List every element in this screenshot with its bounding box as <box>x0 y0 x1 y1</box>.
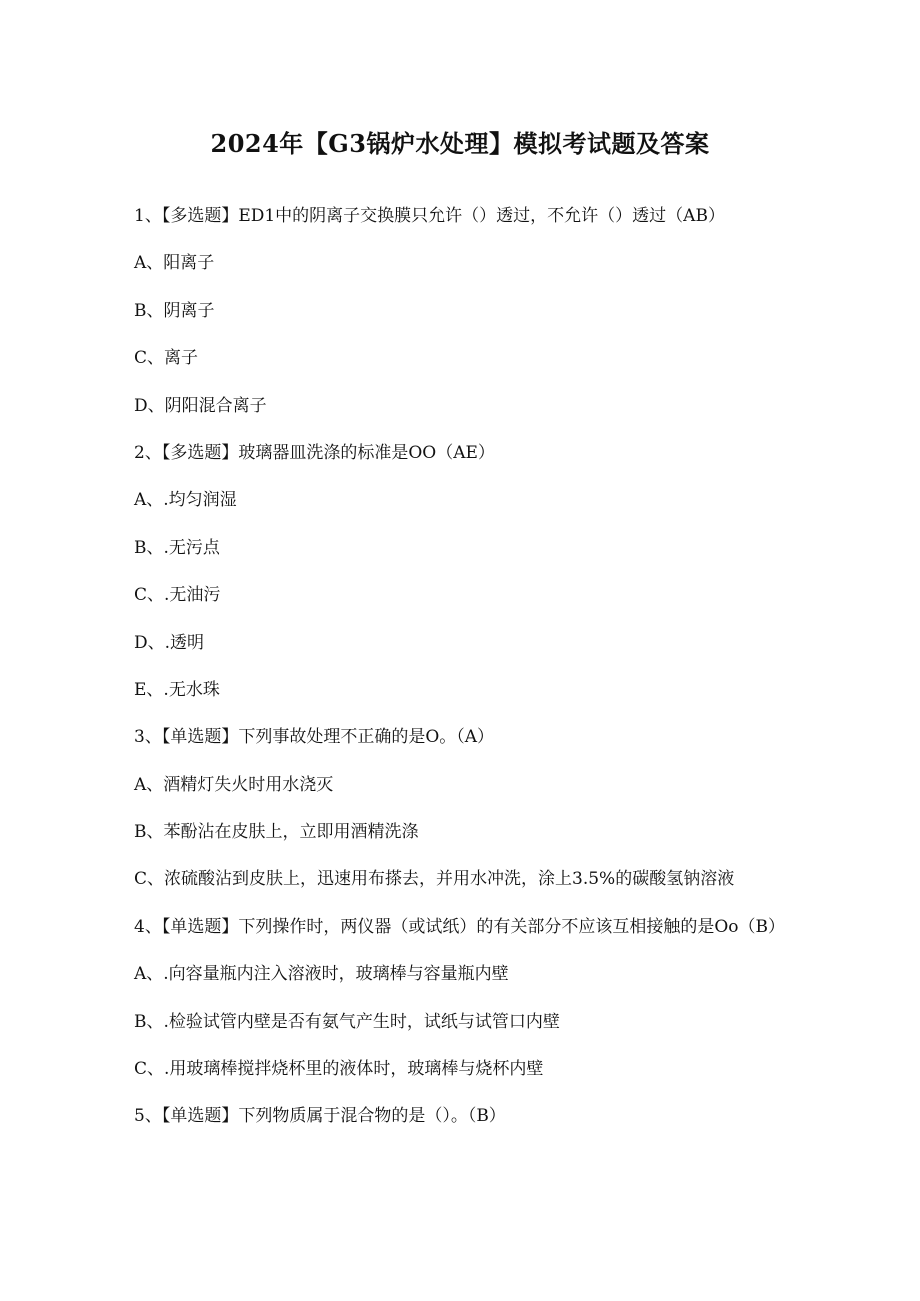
question-1-option-c: C、离子 <box>134 348 199 369</box>
question-2-option-b: B、.无污点 <box>134 537 220 558</box>
question-3-option-b: B、苯酚沾在皮肤上，立即用酒精洗涤 <box>134 822 419 843</box>
question-1-option-a: A、阳离子 <box>134 253 215 274</box>
question-1-stem: 1、【多选题】ED1中的阴离子交换膜只允许（）透过，不允许（）透过（AB） <box>134 206 725 226</box>
question-2-option-e: E、.无水珠 <box>134 679 220 700</box>
document-title: 2024年【G3锅炉水处理】模拟考试题及答案 <box>210 129 710 158</box>
question-3-stem: 3、【单选题】下列事故处理不正确的是O。（A） <box>134 727 495 748</box>
question-4-option-a: A、.向容量瓶内注入溶液时，玻璃棒与容量瓶内壁 <box>134 964 509 985</box>
question-4-option-b: B、.检验试管内壁是否有氨气产生时，试纸与试管口内壁 <box>134 1011 560 1032</box>
question-5-stem: 5、【单选题】下列物质属于混合物的是（）。（B） <box>134 1106 506 1127</box>
question-2-stem: 2、【多选题】玻璃器皿洗涤的标准是OO（AE） <box>134 442 495 463</box>
question-2-option-a: A、.均匀润湿 <box>134 490 237 511</box>
question-3-option-a: A、酒精灯失火时用水浇灭 <box>134 774 334 795</box>
question-2-option-c: C、.无油污 <box>134 585 221 606</box>
question-2-option-d: D、.透明 <box>134 632 205 653</box>
question-4-stem: 4、【单选题】下列操作时，两仪器（或试纸）的有关部分不应该互相接触的是Oo（B） <box>134 916 785 937</box>
question-list <box>134 205 794 1153</box>
question-1-option-d: D、阴阳混合离子 <box>134 395 267 416</box>
question-3-option-c: C、浓硫酸沾到皮肤上，迅速用布搽去，并用水冲洗，涂上3.5%的碳酸氢钠溶液 <box>134 869 735 890</box>
question-1-option-b: B、阴离子 <box>134 300 215 321</box>
question-4-option-c: C、.用玻璃棒搅拌烧杯里的液体时，玻璃棒与烧杯内壁 <box>134 1059 544 1080</box>
